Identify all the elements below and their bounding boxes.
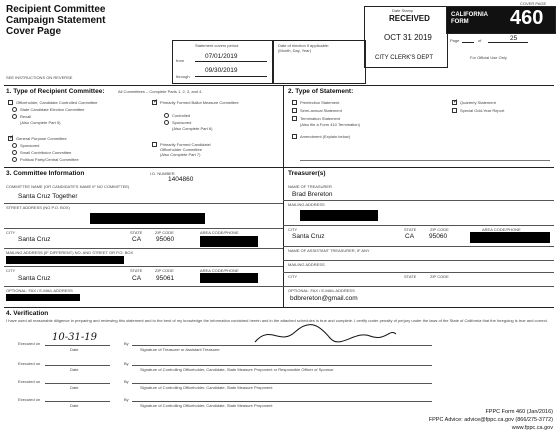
page-label: Page: [450, 38, 460, 43]
page-of: of: [478, 38, 482, 43]
general-purpose-checkbox[interactable]: ✓: [9, 135, 15, 141]
handwritten-date: 10-31-19: [52, 332, 97, 343]
see-instructions: SEE INSTRUCTIONS ON REVERSE: [6, 75, 73, 80]
sponsored-bm-radio[interactable]: [164, 120, 169, 125]
officeholder-option: Officeholder, Candidate Controlled Committee: [16, 100, 98, 105]
quarterly-option: Quarterly Statement: [460, 100, 496, 105]
title-line-2: Campaign Statement: [6, 15, 106, 26]
page-total: 25: [510, 35, 518, 42]
treasurer-city: Santa Cruz: [292, 233, 325, 240]
from-label: from: [176, 58, 184, 63]
city: Santa Cruz: [18, 236, 51, 243]
assistant-zip-label: ZIP CODE: [430, 274, 449, 279]
through-date: 09/30/2019: [205, 67, 238, 74]
section3-title: 3. Committee Information: [6, 170, 85, 177]
form-title: [6, 4, 105, 37]
section1-title: 1. Type of Recipient Committee:: [6, 88, 105, 95]
treasurer-optional-label: OPTIONAL: FAX / E-MAIL ADDRESS: [288, 288, 355, 293]
form-number: 460: [510, 7, 544, 29]
sponsored-radio[interactable]: [12, 143, 17, 148]
zip: 95060: [156, 236, 175, 243]
state-candidate-radio[interactable]: [12, 107, 17, 112]
semiannual-option: Semi-annual Statement: [300, 108, 342, 113]
amendment-option: Amendment (Explain below): [300, 134, 351, 139]
treasurer-name: Brad Brereton: [292, 191, 333, 198]
footer-website: www.fppc.ca.gov: [511, 425, 553, 431]
area-code-label: AREA CODE/PHONE: [200, 230, 239, 235]
street-address-label: STREET ADDRESS (NO P.O. BOX): [6, 205, 70, 210]
covers-period-label: Statement covers period: [195, 43, 239, 48]
zip-label: ZIP CODE: [155, 230, 174, 235]
section1-subtitle: All Committees – Complete Parts 1, 2, 3, and 4.: [118, 89, 203, 94]
email-redaction: [6, 294, 80, 301]
mail-city-label: CITY: [6, 268, 16, 273]
id-number: 1404860: [168, 176, 194, 183]
termination-checkbox[interactable]: [292, 116, 297, 121]
mail-phone-redaction: [200, 273, 258, 283]
street-redaction: [90, 213, 205, 224]
ca-form-label: CALIFORNIA FORM: [451, 12, 488, 25]
controlled-option: Controlled: [172, 113, 191, 118]
assistant-state-label: STATE: [404, 274, 417, 279]
treasurer-state-label: STATE: [404, 227, 417, 232]
officeholder-checkbox[interactable]: [8, 100, 13, 105]
title-line-1: Recipient Committee: [6, 4, 106, 15]
preelection-checkbox[interactable]: [292, 100, 297, 105]
mail-state: CA: [132, 275, 142, 282]
mailing-redaction: [6, 256, 124, 264]
id-number-label: I.D. NUMBER: [150, 171, 175, 176]
recall-option: Recall: [20, 114, 32, 119]
treasurer-mailing-label: MAILING ADDRESS: [288, 202, 325, 207]
mailing-address-label: MAILING ADDRESS (IF DIFFERENT) NO. AND STREET OR P.O. BOX: [6, 250, 134, 255]
political-party-option: Political Party/Central Committee: [20, 157, 79, 162]
received-stamp: RECEIVED: [389, 14, 430, 23]
received-date: OCT 31 2019: [384, 33, 432, 42]
treasurer-address-redaction: [300, 210, 378, 221]
city-label: CITY: [6, 230, 16, 235]
mail-city: Santa Cruz: [18, 275, 51, 282]
candidate-officeholder-note: (Also Complete Part 7): [160, 152, 201, 157]
recall-note: (Also Complete Part 5): [20, 120, 61, 125]
mail-state-label: STATE: [130, 268, 143, 273]
footer-form-id: FPPC Form 460 (Jan/2016): [485, 409, 553, 415]
city-clerk-stamp: CITY CLERK'S DEPT: [375, 55, 434, 61]
for-official-use: For Official Use Only: [470, 55, 507, 60]
phone-redaction: [200, 236, 258, 247]
assistant-treasurer-label: NAME OF ASSISTANT TREASURER, IF ANY: [288, 248, 370, 253]
mail-zip-label: ZIP CODE: [155, 268, 174, 273]
special-odd-year-option: Special Odd-Year Report: [460, 108, 505, 113]
state-candidate-option: State Candidate Election Committee: [20, 107, 85, 112]
treasurer-area-label: AREA CODE/PHONE: [482, 227, 521, 232]
section2-title: 2. Type of Statement:: [288, 88, 354, 95]
semiannual-checkbox[interactable]: [292, 108, 297, 113]
ballot-measure-option: Primarily Formed Ballot Measure Committee: [160, 100, 239, 105]
special-odd-year-checkbox[interactable]: [452, 108, 457, 113]
preelection-option: Preelection Statement: [300, 100, 340, 105]
election-label: Date of election if applicable: (Month, Day, Year): [278, 43, 330, 53]
assistant-mailing-label: MAILING ADDRESS: [288, 262, 325, 267]
sponsored-bm-option: Sponsored: [172, 120, 192, 125]
title-line-3: Cover Page: [6, 26, 62, 37]
quarterly-checkbox[interactable]: ✓: [453, 99, 459, 105]
state-label: STATE: [130, 230, 143, 235]
termination-note: (Also file a Form 410 Termination): [300, 122, 360, 127]
candidate-officeholder-option-2: Officeholder Committee: [160, 147, 202, 152]
candidate-officeholder-option: Primarily Formed Candidate/: [160, 142, 211, 147]
committee-name: Santa Cruz Together: [18, 193, 78, 200]
footer-advice: FPPC Advice: advice@fppc.ca.gov (866/275-3772): [428, 417, 553, 423]
treasurer-signature: [250, 322, 400, 348]
through-label: through: [176, 74, 190, 79]
assistant-city-label: CITY: [288, 274, 298, 279]
date-stamp-label: Date Stamp: [392, 8, 414, 13]
general-purpose-option: General Purpose Committee: [16, 136, 67, 141]
candidate-officeholder-checkbox[interactable]: [152, 142, 157, 147]
sponsored-option: Sponsored: [20, 143, 40, 148]
committee-name-label: COMMITTEE NAME (OR CANDIDATE'S NAME IF NO COMMITTEE): [6, 184, 130, 189]
verification-text: I have used all reasonable diligence in preparing and reviewing this statement and to the best of my knowledge the information contained herein and in the attached schedules is true and complete. I certify under penalty of perjury under the laws of the State of California that the foregoing is true and correct.: [6, 318, 548, 323]
mail-area-label: AREA CODE/PHONE: [200, 268, 239, 273]
section4-title: 4. Verification: [6, 310, 49, 317]
treasurer-zip: 95060: [429, 233, 448, 240]
state: CA: [132, 236, 142, 243]
treasurer-email: bdbrereton@gmail.com: [290, 295, 358, 302]
small-contributor-radio[interactable]: [12, 150, 17, 155]
treasurer-phone-redaction: [470, 232, 550, 243]
treasurer-name-label: NAME OF TREASURER: [288, 184, 332, 189]
optional-email-label: OPTIONAL: FAX / E-MAIL ADDRESS: [6, 288, 73, 293]
ballot-measure-checkbox[interactable]: ✓: [153, 99, 159, 105]
controlled-radio[interactable]: [164, 113, 169, 118]
political-party-radio[interactable]: [12, 157, 17, 162]
amendment-checkbox[interactable]: [292, 134, 297, 139]
ballot-measure-note: (Also Complete Part 6): [172, 126, 213, 131]
cover-page-tag: COVER PAGE: [520, 1, 547, 6]
termination-option: Termination Statement: [300, 116, 341, 121]
small-contributor-option: Small Contributor Committee: [20, 150, 72, 155]
recall-radio[interactable]: [12, 114, 17, 119]
mail-zip: 95061: [156, 275, 175, 282]
treasurer-state: CA: [405, 233, 415, 240]
treasurer-title: Treasurer(s): [288, 170, 326, 177]
treasurer-zip-label: ZIP CODE: [430, 227, 449, 232]
from-date: 07/01/2019: [205, 53, 238, 60]
treasurer-city-label: CITY: [288, 227, 298, 232]
